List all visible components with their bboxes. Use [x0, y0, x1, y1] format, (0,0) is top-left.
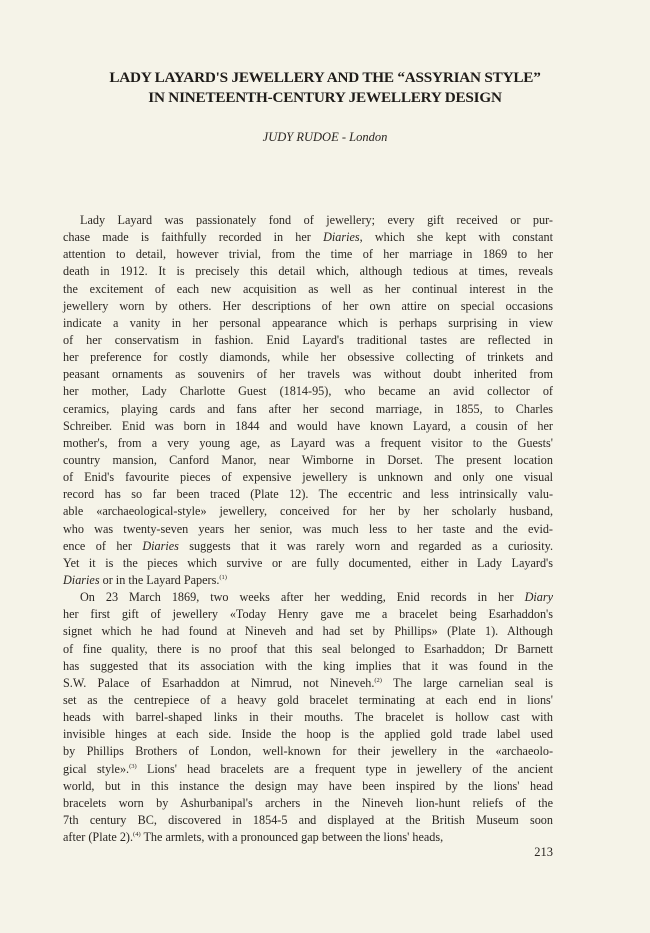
article-title-line-2: IN NINETEENTH-CENTURY JEWELLERY DESIGN [148, 89, 502, 106]
paragraph1-line: record has so far been traced (Plate 12). The eccentric and less intrinsically valu- [63, 487, 553, 502]
paragraph1-line: Lady Layard was passionately fond of jewellery; every gift received or pur- [80, 213, 553, 227]
paragraph1-line: who was twenty-seven years her senior, was much less to her taste and the evid- [63, 521, 553, 536]
paragraph2-line: On 23 March 1869, two weeks after her wedding, Enid records in her Diary [80, 590, 553, 605]
paragraph1-line: peasant ornaments as souvenirs of her travels was without doubt inherited from [63, 367, 553, 382]
paragraph1-line: ence of her Diaries suggests that it was rarely worn and regarded as a curiosity. [63, 538, 553, 553]
paragraph1-line: her preference for costly diamonds, while her obsessive collecting of trinkets and [63, 350, 553, 365]
paragraph1-line: able «archaeological-style» jewellery, conceived for her by her scholarly husband, [63, 504, 553, 519]
paragraph1-line: Yet it is the pieces which survive or are fully documented, either in Lady Layard's [63, 555, 553, 570]
page-number: 213 [534, 845, 553, 859]
paragraph2-line: gical style».$^{(3)}$ Lions' head bracelets are a frequent type in jewellery of the ancient [63, 761, 553, 776]
paragraph1-line: attention to detail, however trivial, from the time of her marriage in 1869 to her [63, 247, 553, 262]
paragraph1-line: ceramics, playing cards and fans after her second marriage, in 1855, to Charles [63, 401, 553, 416]
paragraph2-line: invisible hinges at each side. Inside the hoop is the applied gold trade label used [63, 727, 553, 742]
paragraph2-line: after (Plate 2).$^{(4)}$ The armlets, with a pronounced gap between the lions' heads, [63, 830, 444, 845]
paragraph2-line: heads with barrel-shaped links in their mouths. The bracelet is hollow cast with [63, 710, 553, 725]
paragraph2-line: signet which he had found at Nineveh and had set by Phillips» (Plate 1). Although [63, 624, 553, 639]
paragraph1-line: chase made is faithfully recorded in her Diaries, which she kept with constant [63, 230, 554, 245]
paragraph1-line: Schreiber. Enid was born in 1844 and would have known Layard, a cousin of her [63, 418, 553, 433]
paragraph1-line: mother's, from a very young age, as Layard was a frequent visitor to the Guests' [63, 435, 553, 450]
paragraph-1 [63, 212, 553, 589]
article-body [63, 212, 553, 846]
paragraph2-line: has suggested that its association with the king implies that it was found in the [63, 658, 553, 673]
paragraph-2 [63, 589, 553, 846]
paragraph1-line: the excitement of each new acquisition as well as her continual interest in the [63, 281, 553, 296]
paragraph2-line: S.W. Palace of Esarhaddon at Nimrud, not Nineveh.$^{(2)}$ The large carnelian seal is [63, 675, 553, 690]
paragraph2-line: 7th century BC, discovered in 1854-5 and displayed at the British Museum soon [63, 812, 553, 827]
paragraph1-line: her mother, Lady Charlotte Guest (1814-95), who became an avid collector of [63, 384, 553, 399]
article-title [40, 68, 610, 108]
paragraph1-line: of Enid's favourite pieces of expensive jewellery is unknown and only one visual [63, 470, 553, 485]
paragraph1-line: jewellery worn by others. Her descriptions of her own attire on special occasions [63, 298, 553, 313]
paragraph2-line: of fine quality, there is no proof that this seal belonged to Esarhaddon; Dr Barnett [63, 641, 553, 656]
paragraph1-line: country mansion, Canford Manor, near Wimborne in Dorset. The present location [63, 452, 553, 467]
paragraph1-line: death in 1912. It is precisely this detail which, although tedious at times, reveals [63, 264, 553, 279]
paragraph2-line: world, but in this instance the design may have been inspired by the lions' head [63, 778, 553, 793]
paragraph1-line: Diaries or in the Layard Papers.$^{(1)}$ [63, 572, 227, 587]
paragraph1-line: indicate a vanity in her personal appearance which is perhaps surprising in view [63, 315, 553, 330]
paragraph2-line: set as the centrepiece of a heavy gold bracelet terminating at each end in lions' [63, 692, 553, 707]
paragraph1-line: of her conservatism in fashion. Enid Layard's traditional tastes are reflected in [63, 332, 553, 347]
article-author: JUDY RUDOE - London [262, 130, 388, 144]
article-title-line-1: LADY LAYARD'S JEWELLERY AND THE “ASSYRIAN STYLE” [109, 69, 541, 86]
paragraph2-line: by Phillips Brothers of London, well-known for their jewellery in the «archaeolo- [63, 744, 553, 759]
paragraph2-line: her first gift of jewellery «Today Henry gave me a bracelet being Esarhaddon's [63, 607, 553, 622]
paragraph2-line: bracelets worn by Ashurbanipal's archers in the Nineveh lion-hunt reliefs of the [63, 795, 553, 810]
